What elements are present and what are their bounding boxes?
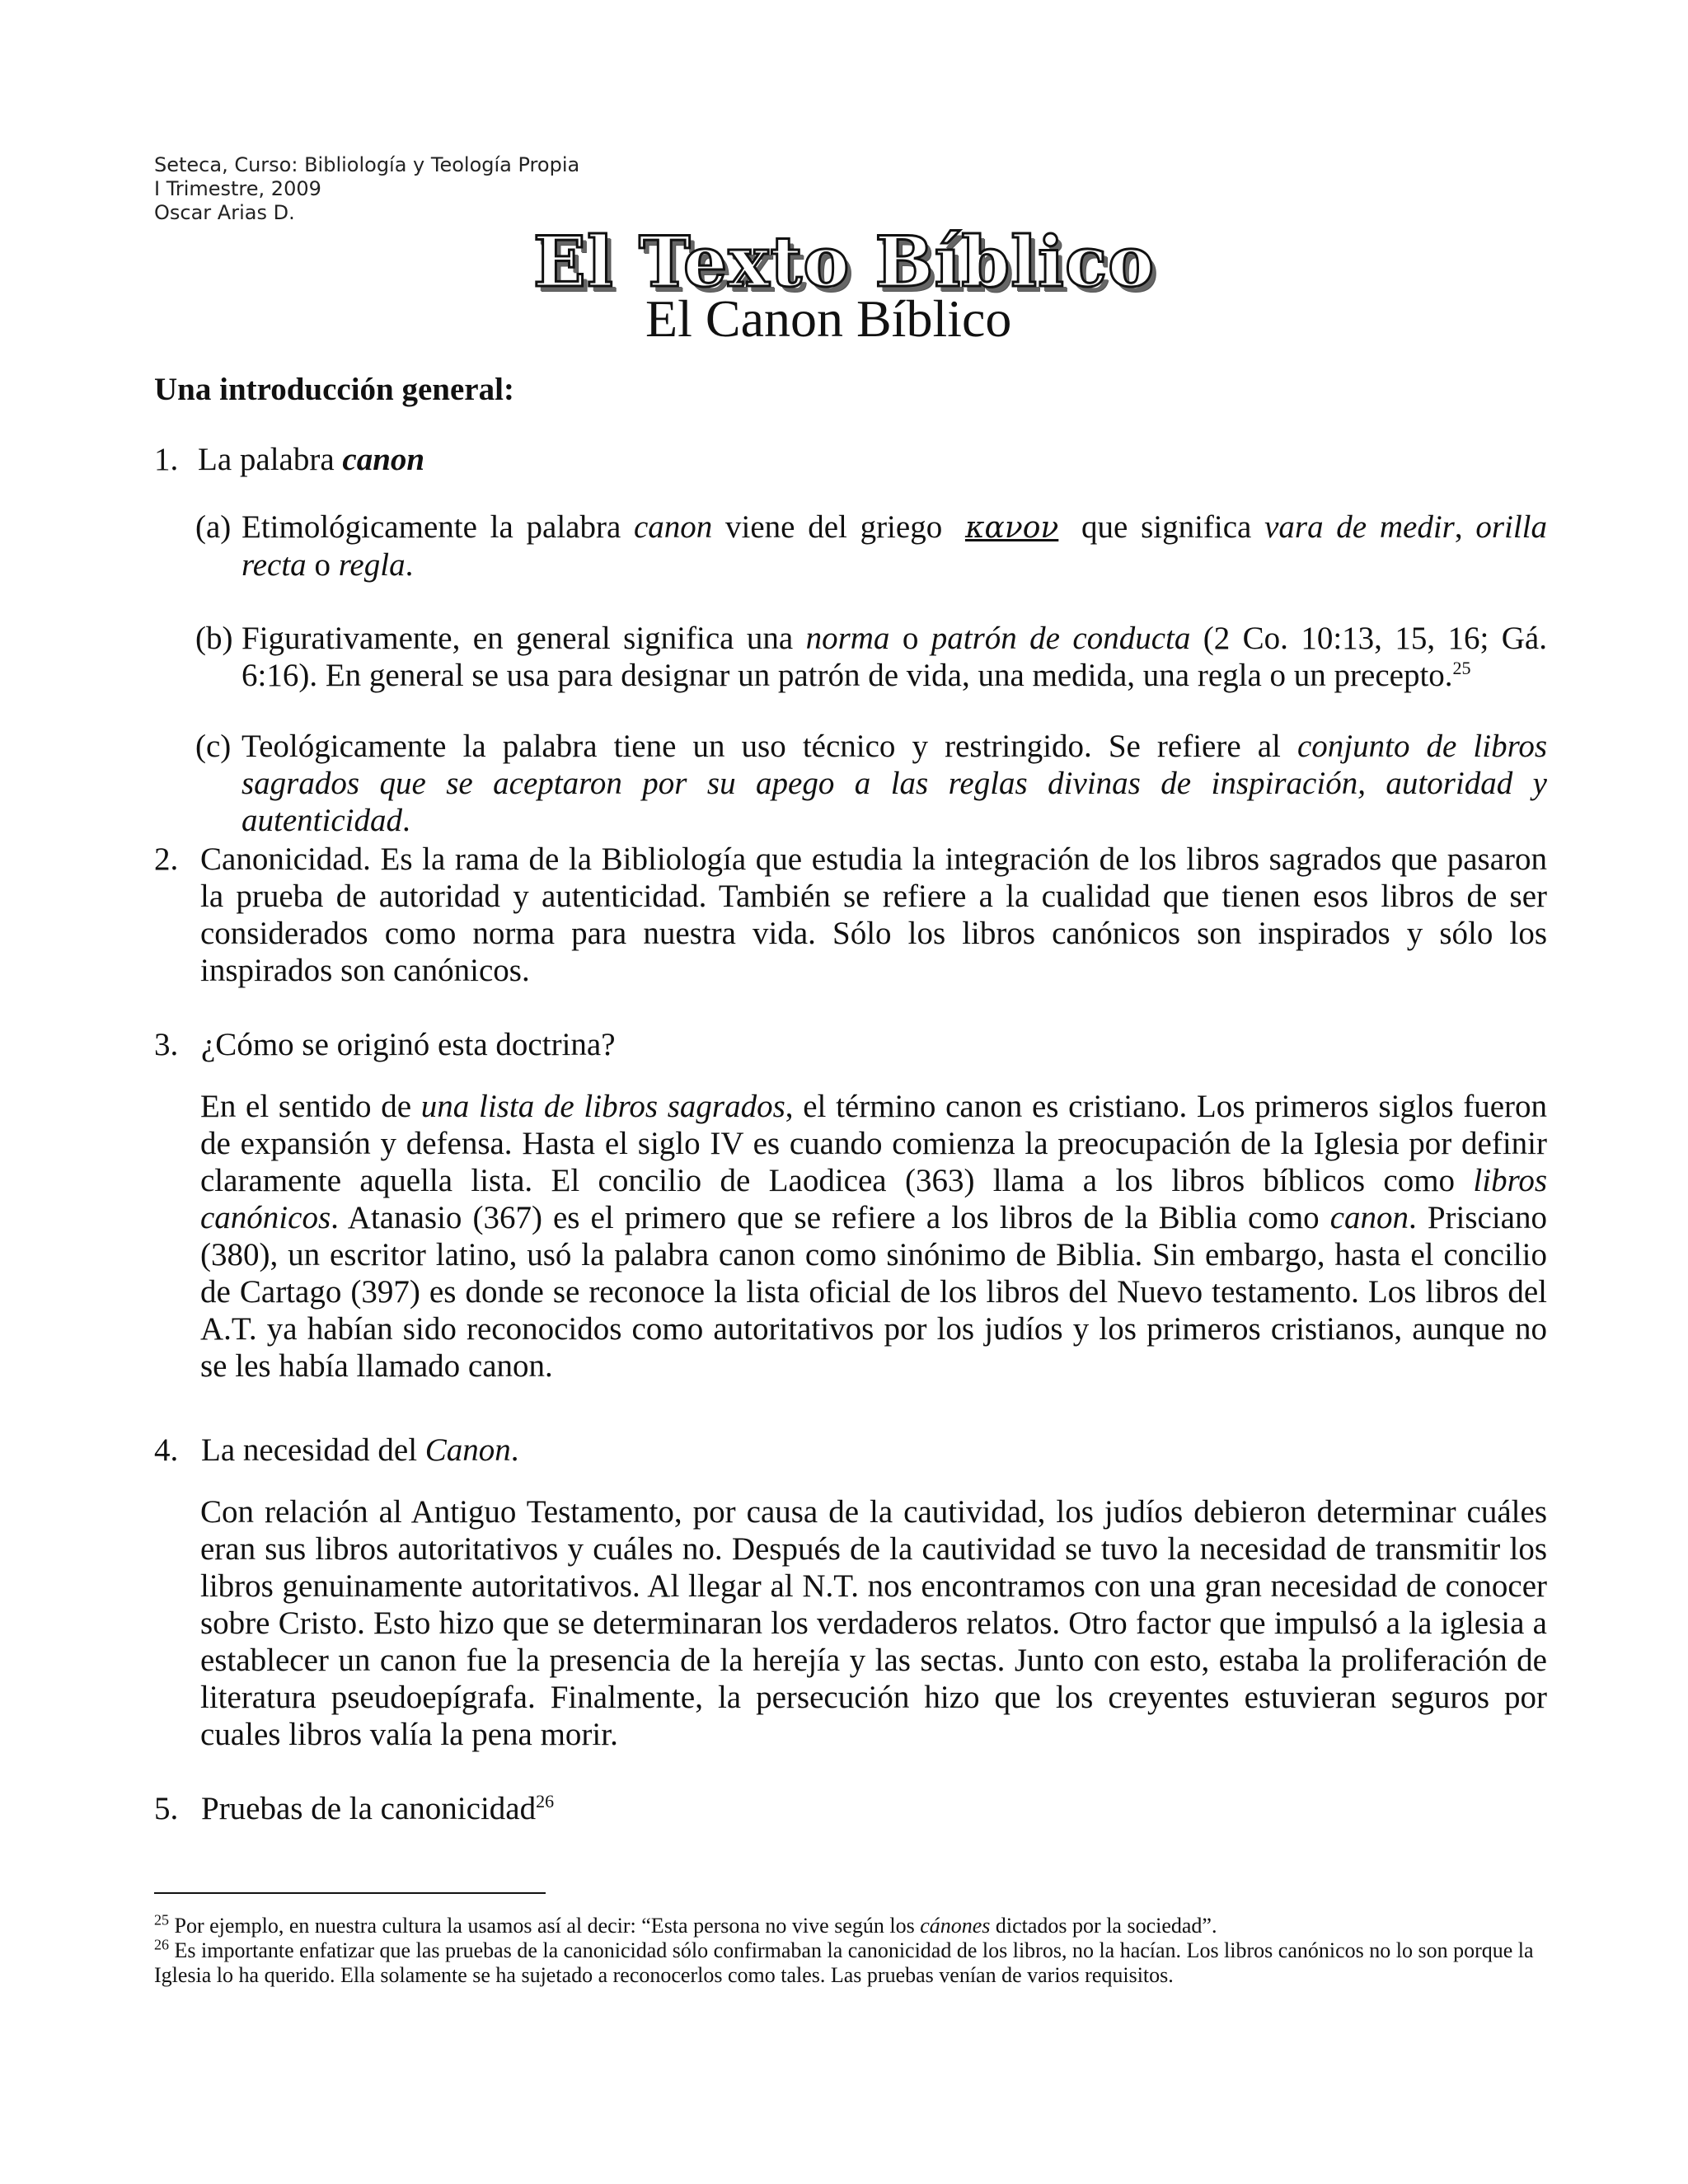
item-1a	[195, 509, 1547, 583]
text-emphasis: norma	[805, 621, 890, 656]
section-heading: Pruebas de la canonicidad	[201, 1791, 537, 1826]
text-emphasis: una lista de libros sagrados	[420, 1089, 785, 1124]
section-2	[154, 841, 1547, 989]
text-emphasis: orilla recta	[241, 509, 1547, 583]
text-run: Teológicamente la palabra tiene un uso técnico y restringido. Se refiere al	[241, 729, 1297, 764]
section-3-heading	[154, 1026, 616, 1063]
footnote-ref: 25	[1452, 658, 1471, 678]
section-number: 2.	[154, 841, 179, 877]
text-run: , el término canon es cristiano. Los primeros siglos fueron de expansión y defensa. Hasta el siglo IV es cuando comienza la preocupación de la Iglesia por definir claramente aquella lista. El concilio de Laodicea (363) llama a los libros bíblicos como	[200, 1089, 1547, 1198]
item-text	[195, 620, 1547, 694]
text-run: dictados por la sociedad”.	[990, 1914, 1217, 1938]
page-title: El Texto Bíblico	[532, 221, 1156, 302]
item-1b	[195, 620, 1547, 694]
text-run: Es importante enfatizar que las pruebas de la canonicidad sólo confirmaban la canonicidad de los libros, no la hacían. Los libros canónicos no lo son porque la Iglesia lo ha querido. Ella solamente se ha sujetado a reconocerlos como tales. Las pruebas venían de varios requisitos.	[154, 1938, 1534, 1987]
section-number: 3.	[154, 1027, 179, 1062]
item-marker: (a)	[195, 509, 232, 545]
section-label: La palabra	[198, 442, 343, 477]
text-run: (2 Co. 10:13, 15, 16; Gá. 6:16). En general se usa para designar un patrón de vida, una medida, una regla o un precepto.	[241, 621, 1547, 693]
intro-heading: Una introducción general:	[154, 372, 514, 407]
text-run: .	[405, 547, 414, 583]
text-run: Por ejemplo, en nuestra cultura la usamos así al decir: “Esta persona no vive según los	[169, 1914, 921, 1938]
section-4-heading	[154, 1432, 519, 1469]
text-run: .	[401, 803, 410, 838]
author-line: Oscar Arias D.	[154, 201, 295, 224]
text-run: ,	[1454, 509, 1476, 545]
text-run: viene del griego	[712, 509, 955, 545]
text-run: . Atanasio (367) es el primero que se refiere a los libros de la Biblia como	[331, 1200, 1330, 1235]
section-number: 4.	[154, 1432, 179, 1468]
section-4-body: Con relación al Antiguo Testamento, por causa de la cautividad, los judíos debieron determinar cuáles eran sus libros autoritativos y cuáles no. Después de la cautividad se tuvo la necesidad de transmitir los libros genuinamente autoritativos. Al llegar al N.T. nos encontramos con una gran necesidad de conocer sobre Cristo. Esto hizo que se determinaran los verdaderos relatos. Otro factor que impulsó a la iglesia a establecer un canon fue la presencia de la herejía y las sectas. Junto con esto, estaba la proliferación de literatura pseudoepígrafa. Finalmente, la persecución hizo que los creyentes estuvieran seguros por cuales libros valía la pena morir.	[200, 1494, 1547, 1752]
text-run: En el sentido de	[200, 1089, 421, 1124]
item-text	[195, 509, 1547, 583]
footnote-25	[154, 1911, 1547, 1938]
section-3-body	[200, 1088, 1547, 1385]
section-1-heading	[154, 441, 424, 478]
footnote-divider	[154, 1892, 546, 1894]
section-number: 1.	[154, 442, 179, 477]
item-text	[195, 728, 1547, 839]
item-1c	[195, 728, 1547, 839]
course-line: Seteca, Curso: Bibliología y Teología Propia	[154, 153, 580, 176]
section-2-text: Canonicidad. Es la rama de la Bibliología que estudia la integración de los libros sagrados que pasaron la prueba de autoridad y autenticidad. También se refiere a la cualidad que tienen esos libros de ser considerados como norma para nuestra vida. Sólo los libros canónicos son inspirados y sólo los inspirados son canónicos.	[200, 841, 1547, 988]
greek-word: κανον	[964, 511, 1059, 545]
text-run: Etimológicamente la palabra	[241, 509, 634, 545]
course-header	[154, 153, 579, 225]
section-heading: La necesidad del	[201, 1432, 425, 1468]
text-run: o	[889, 621, 931, 656]
section-5-heading	[154, 1790, 554, 1827]
text-run: que significa	[1068, 509, 1265, 545]
text-emphasis: cánones	[920, 1914, 991, 1938]
footnote-ref: 26	[536, 1791, 555, 1811]
text-run: Figurativamente, en general significa una	[241, 621, 806, 656]
term-line: I Trimestre, 2009	[154, 177, 321, 200]
page-subtitle: El Canon Bíblico	[645, 289, 1012, 348]
text-emphasis: canon	[633, 509, 713, 545]
footnotes	[154, 1911, 1547, 1988]
text-run: . Prisciano (380), un escritor latino, usó la palabra canon como sinónimo de Biblia. Sin embargo, hasta el concilio de Cartago (397) es donde se reconoce la lista oficial de los libros del Nuevo testamento. Los libros del A.T. ya habían sido reconocidos como autoritativos por los judíos y los primeros cristianos, aunque no se les había llamado canon.	[200, 1200, 1547, 1384]
section-heading: ¿Cómo se originó esta doctrina?	[201, 1027, 616, 1062]
footnote-number: 26	[154, 1936, 169, 1953]
text-run: o	[306, 547, 339, 583]
text-emphasis: regla	[338, 547, 406, 583]
text-emphasis: libros canónicos	[200, 1163, 1547, 1235]
text-run: .	[510, 1432, 519, 1468]
text-emphasis: canon	[1329, 1200, 1409, 1235]
text-emphasis: vara de medir	[1264, 509, 1455, 545]
section-label-em: canon	[342, 442, 425, 477]
section-number: 5.	[154, 1791, 179, 1826]
footnote-26	[154, 1938, 1547, 1988]
text-emphasis: conjunto de libros sagrados que se aceptaron por su apego a las reglas divinas de inspiración, autoridad y autenticidad	[241, 729, 1547, 838]
item-marker: (c)	[195, 729, 232, 764]
footnote-number: 25	[154, 1911, 169, 1929]
text-emphasis: patrón de conducta	[931, 621, 1191, 656]
item-marker: (b)	[195, 621, 233, 656]
text-emphasis: Canon	[424, 1432, 511, 1468]
